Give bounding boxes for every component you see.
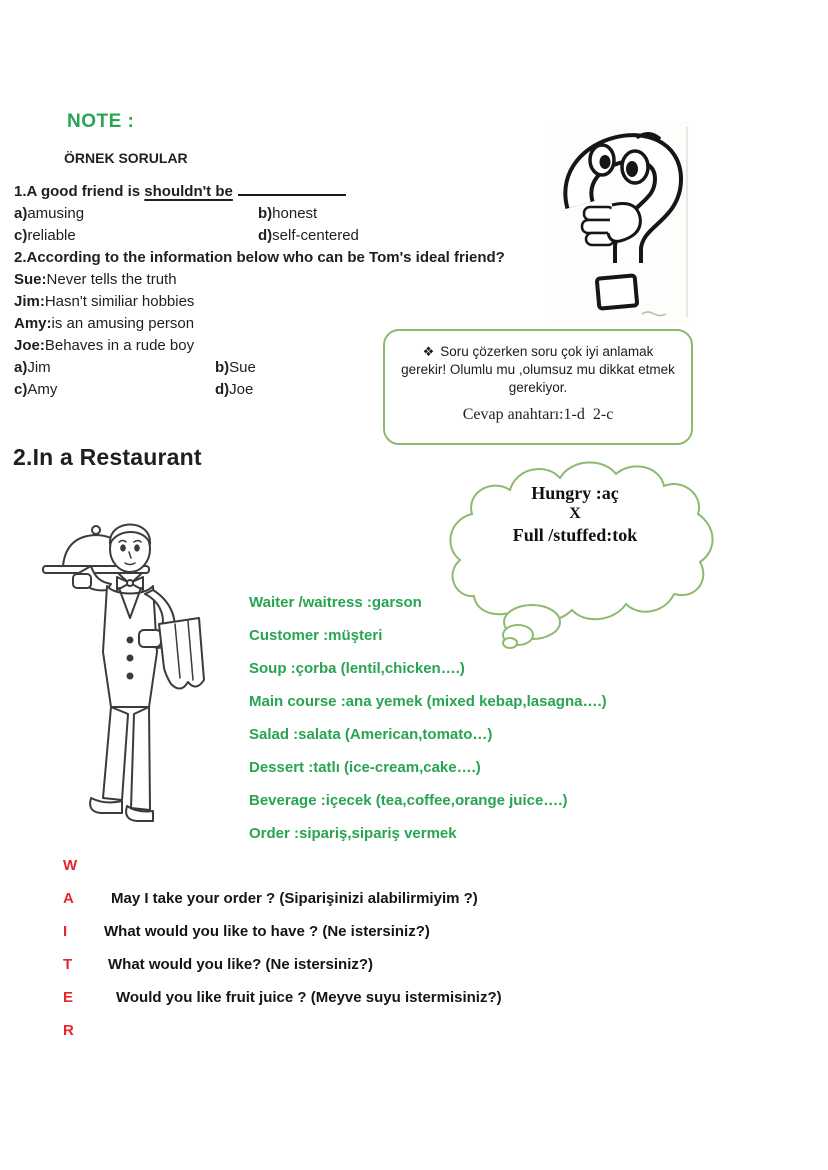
diamond-bullet-icon: ❖ [422, 344, 435, 359]
question-2-title: 2.According to the information below who can be Tom's ideal friend? [14, 249, 505, 266]
cloud-line-full: Full /stuffed:tok [512, 525, 638, 545]
vocab-waiter: Waiter /waitress :garson [249, 594, 422, 611]
option-b1: b)honest [258, 205, 318, 222]
waiter-acrostic [63, 849, 502, 1047]
clue-joe: Joe:Behaves in a rude boy [14, 337, 195, 354]
acrostic-row-t: T What would you like? (Ne istersiniz?) [63, 956, 374, 973]
answer-key: Cevap anahtarı:1-d 2-c [462, 406, 614, 423]
cloud-line-hungry: Hungry :aç [531, 483, 619, 503]
tip-text: ❖ Soru çözerken soru çok iyi anlamak gerekir! Olumlu mu ,olumsuz mu dikkat etmek gerekiyor. [401, 344, 675, 395]
vocab-customer: Customer :müşteri [249, 627, 383, 644]
question-1-underlined: shouldn't be [144, 183, 233, 200]
watermark-scribble [642, 312, 666, 316]
option-d1: d)self-centered [258, 227, 359, 244]
note-heading: NOTE : [67, 111, 135, 132]
acrostic-row-r: R [63, 1022, 74, 1039]
clue-jim: Jim:Hasn't similiar hobbies [14, 293, 195, 310]
answer-blank-line [238, 181, 346, 196]
acrostic-row-a: A May I take your order ? (Siparişinizi alabilirmiyim ?) [63, 890, 478, 907]
clue-amy: Amy:is an amusing person [14, 315, 195, 332]
vocab-main-course: Main course :ana yemek (mixed kebap,lasagna….) [249, 693, 607, 710]
option-c2: c)Amy [14, 381, 58, 398]
cloud-text [436, 482, 714, 546]
option-d2: d)Joe [215, 381, 254, 398]
acrostic-row-i: I What would you like to have ? (Ne istersiniz?) [63, 923, 430, 940]
restaurant-section-heading: 2.In a Restaurant [13, 444, 202, 470]
vocab-soup: Soup :çorba (lentil,chicken….) [249, 660, 465, 677]
vocab-order: Order :sipariş,sipariş vermek [249, 825, 457, 842]
question-mark-cartoon-icon [546, 121, 690, 323]
option-a1: a)amusing [14, 205, 85, 222]
acrostic-row-e: E Would you like fruit juice ? (Meyve suyu istermisiniz?) [63, 989, 502, 1006]
vocab-dessert: Dessert :tatlı (ice-cream,cake….) [249, 759, 481, 776]
cloud-line-x: X [569, 505, 581, 522]
ornek-sorular-heading: ÖRNEK SORULAR [64, 150, 188, 166]
vocab-salad: Salad :salata (American,tomato…) [249, 726, 493, 743]
acrostic-row-w: W [63, 857, 78, 874]
vocabulary-list [249, 586, 607, 850]
option-c1: c)reliable [14, 227, 76, 244]
waiter-illustration-icon [33, 502, 231, 832]
tip-box [383, 329, 693, 445]
option-a2: a)Jim [14, 359, 51, 376]
clue-sue: Sue:Never tells the truth [14, 271, 177, 288]
vocab-beverage: Beverage :içecek (tea,coffee,orange juice….) [249, 792, 568, 809]
question-1-prefix: 1.A good friend is [14, 183, 145, 200]
option-b2: b)Sue [215, 359, 256, 376]
